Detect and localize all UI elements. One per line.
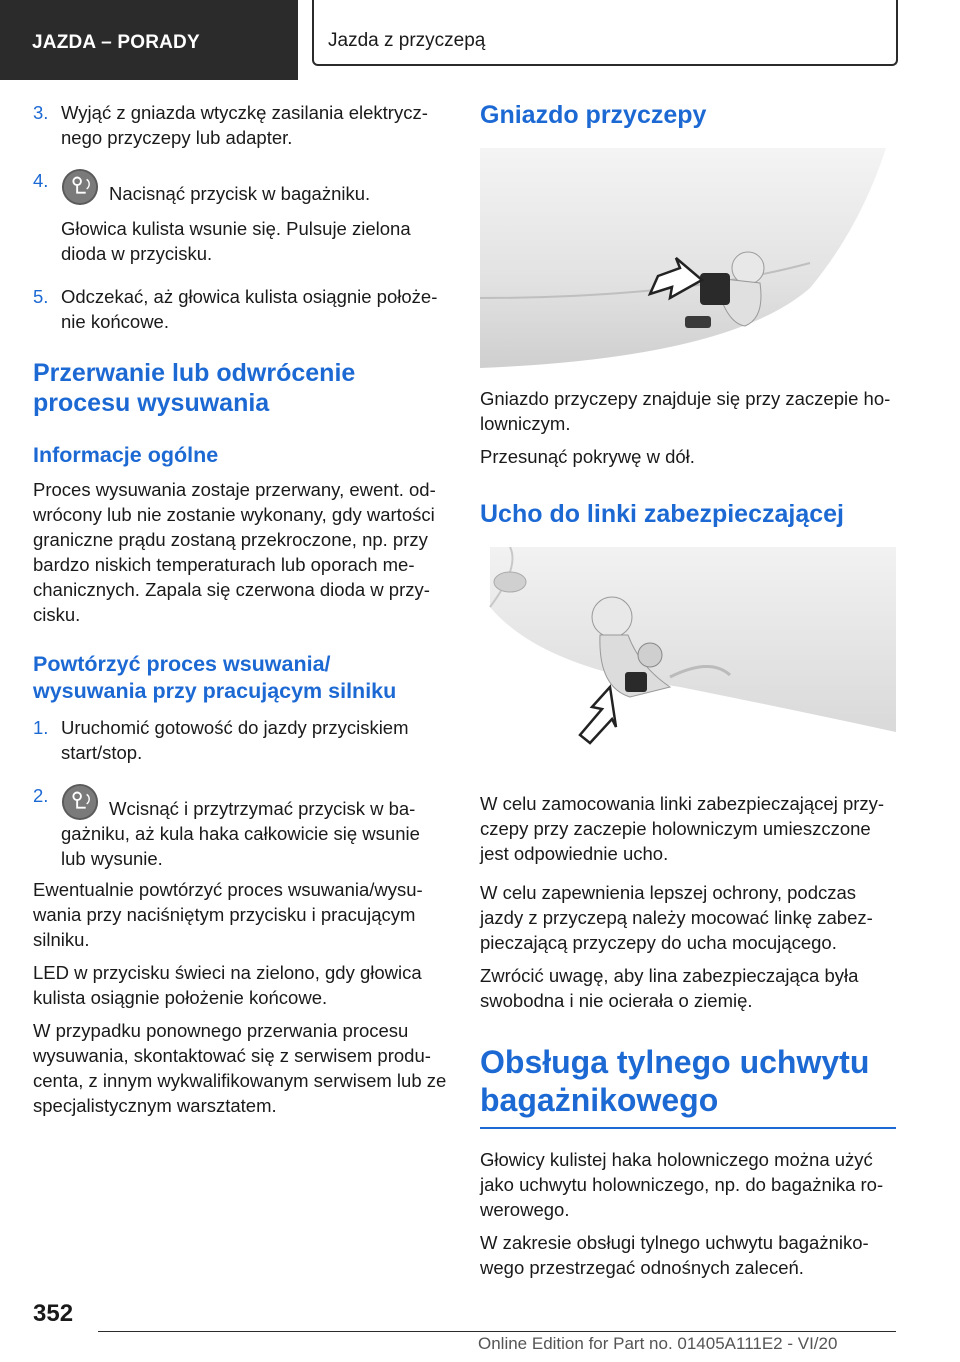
list-item [33, 100, 448, 150]
trailer-socket-image [480, 148, 896, 368]
right-column [480, 100, 896, 1280]
list-item [33, 783, 448, 871]
page-number: 352 [33, 1300, 74, 1327]
hitch-button-icon [61, 783, 99, 821]
step-text: Odczekać, aż głowica kulista osiągnie położe-nie końcowe. [61, 286, 438, 332]
heading-socket: Gniazdo przyczepy [480, 101, 707, 129]
list-item [33, 715, 448, 765]
heading-underline [480, 1127, 896, 1129]
heading-repeat: Powtórzyć proces wsuwania/ wysuwania przy pracującym silniku [33, 652, 397, 703]
chapter-title: Jazda z przyczepą [328, 30, 486, 51]
step-note: Głowica kulista wsunie się. Pulsuje zielona dioda w przycisku. [61, 218, 411, 264]
paragraph: Głowicy kulistej haka holowniczego można użyć jako uchwytu holowniczego, np. do bagażnika ro-werowego. [480, 1149, 884, 1220]
paragraph: W celu zamocowania linki zabezpieczającej przy-czepy przy zaczepie holowniczym umieszczone jest odpowiednie ucho. [480, 793, 885, 864]
safety-cable-eye-image [480, 547, 896, 767]
list-item [33, 168, 448, 266]
step-number: 4. [33, 170, 49, 191]
chapter-tab [312, 0, 898, 66]
heading-interrupt: Przerwanie lub odwrócenie procesu wysuwania [33, 359, 356, 417]
step-number: 2. [33, 785, 49, 806]
step-text: Nacisnąć przycisk w bagażniku. [109, 183, 371, 204]
paragraph: Gniazdo przyczepy znajduje się przy zaczepie ho-lowniczym. [480, 388, 891, 434]
paragraph-general: Proces wysuwania zostaje przerwany, ewent. od-wrócony lub nie zostanie wykonany, gdy wartości graniczne prądu zostaną przekroczone, np. przy bardzo niskich temperaturach lub oporach me-chanicznych. Zapala się czerwona dioda w przy-cisku. [33, 479, 436, 625]
paragraph: Zwrócić uwagę, aby lina zabezpieczająca była swobodna i nie ocierała o ziemię. [480, 965, 859, 1011]
paragraph: Ewentualnie powtórzyć proces wsuwania/wysu-wania przy naciśniętym przycisku i pracującym silniku. [33, 879, 423, 950]
paragraph: W celu zapewnienia lepszej ochrony, podczas jazdy z przyczepą należy mocować linkę zabez-pieczającą przyczepy do ucha mocującego. [480, 882, 873, 953]
footer-divider [98, 1331, 896, 1332]
step-text: Uruchomić gotowość do jazdy przyciskiem start/stop. [61, 717, 409, 763]
step-number: 5. [33, 286, 49, 307]
paragraph: LED w przycisku świeci na zielono, gdy głowica kulista osiągnie położenie końcowe. [33, 962, 422, 1008]
list-item [33, 284, 448, 334]
paragraph: Przesunąć pokrywę w dół. [480, 446, 695, 467]
section-title: JAZDA – PORADY [32, 32, 200, 53]
footer-edition: Online Edition for Part no. 01405A111E2 - VI/20 [478, 1334, 838, 1353]
left-column [33, 100, 448, 1118]
step-number: 1. [33, 717, 49, 738]
hitch-button-icon [61, 168, 99, 206]
step-number: 3. [33, 102, 49, 123]
step-text: Wcisnąć i przytrzymać przycisk w ba-gażniku, aż kula haka całkowicie się wsunie lub wysunie. [61, 798, 420, 869]
paragraph: W zakresie obsługi tylnego uchwytu bagażniko-wego przestrzegać odnośnych zaleceń. [480, 1232, 869, 1278]
section-tab [0, 0, 298, 80]
heading-rear-carrier: Obsługa tylnego uchwytu bagażnikowego [480, 1044, 870, 1118]
paragraph: W przypadku ponownego przerwania procesu wysuwania, skontaktować się z serwisem produ-centa, z innym wykwalifikowanym serwisem lub ze specjalistycznym warsztatem. [33, 1020, 447, 1116]
step-text: Wyjąć z gniazda wtyczkę zasilania elektrycz-nego przyczepy lub adapter. [61, 102, 428, 148]
heading-general-info: Informacje ogólne [33, 443, 219, 467]
heading-safety-eye: Ucho do linki zabezpieczającej [480, 500, 845, 528]
